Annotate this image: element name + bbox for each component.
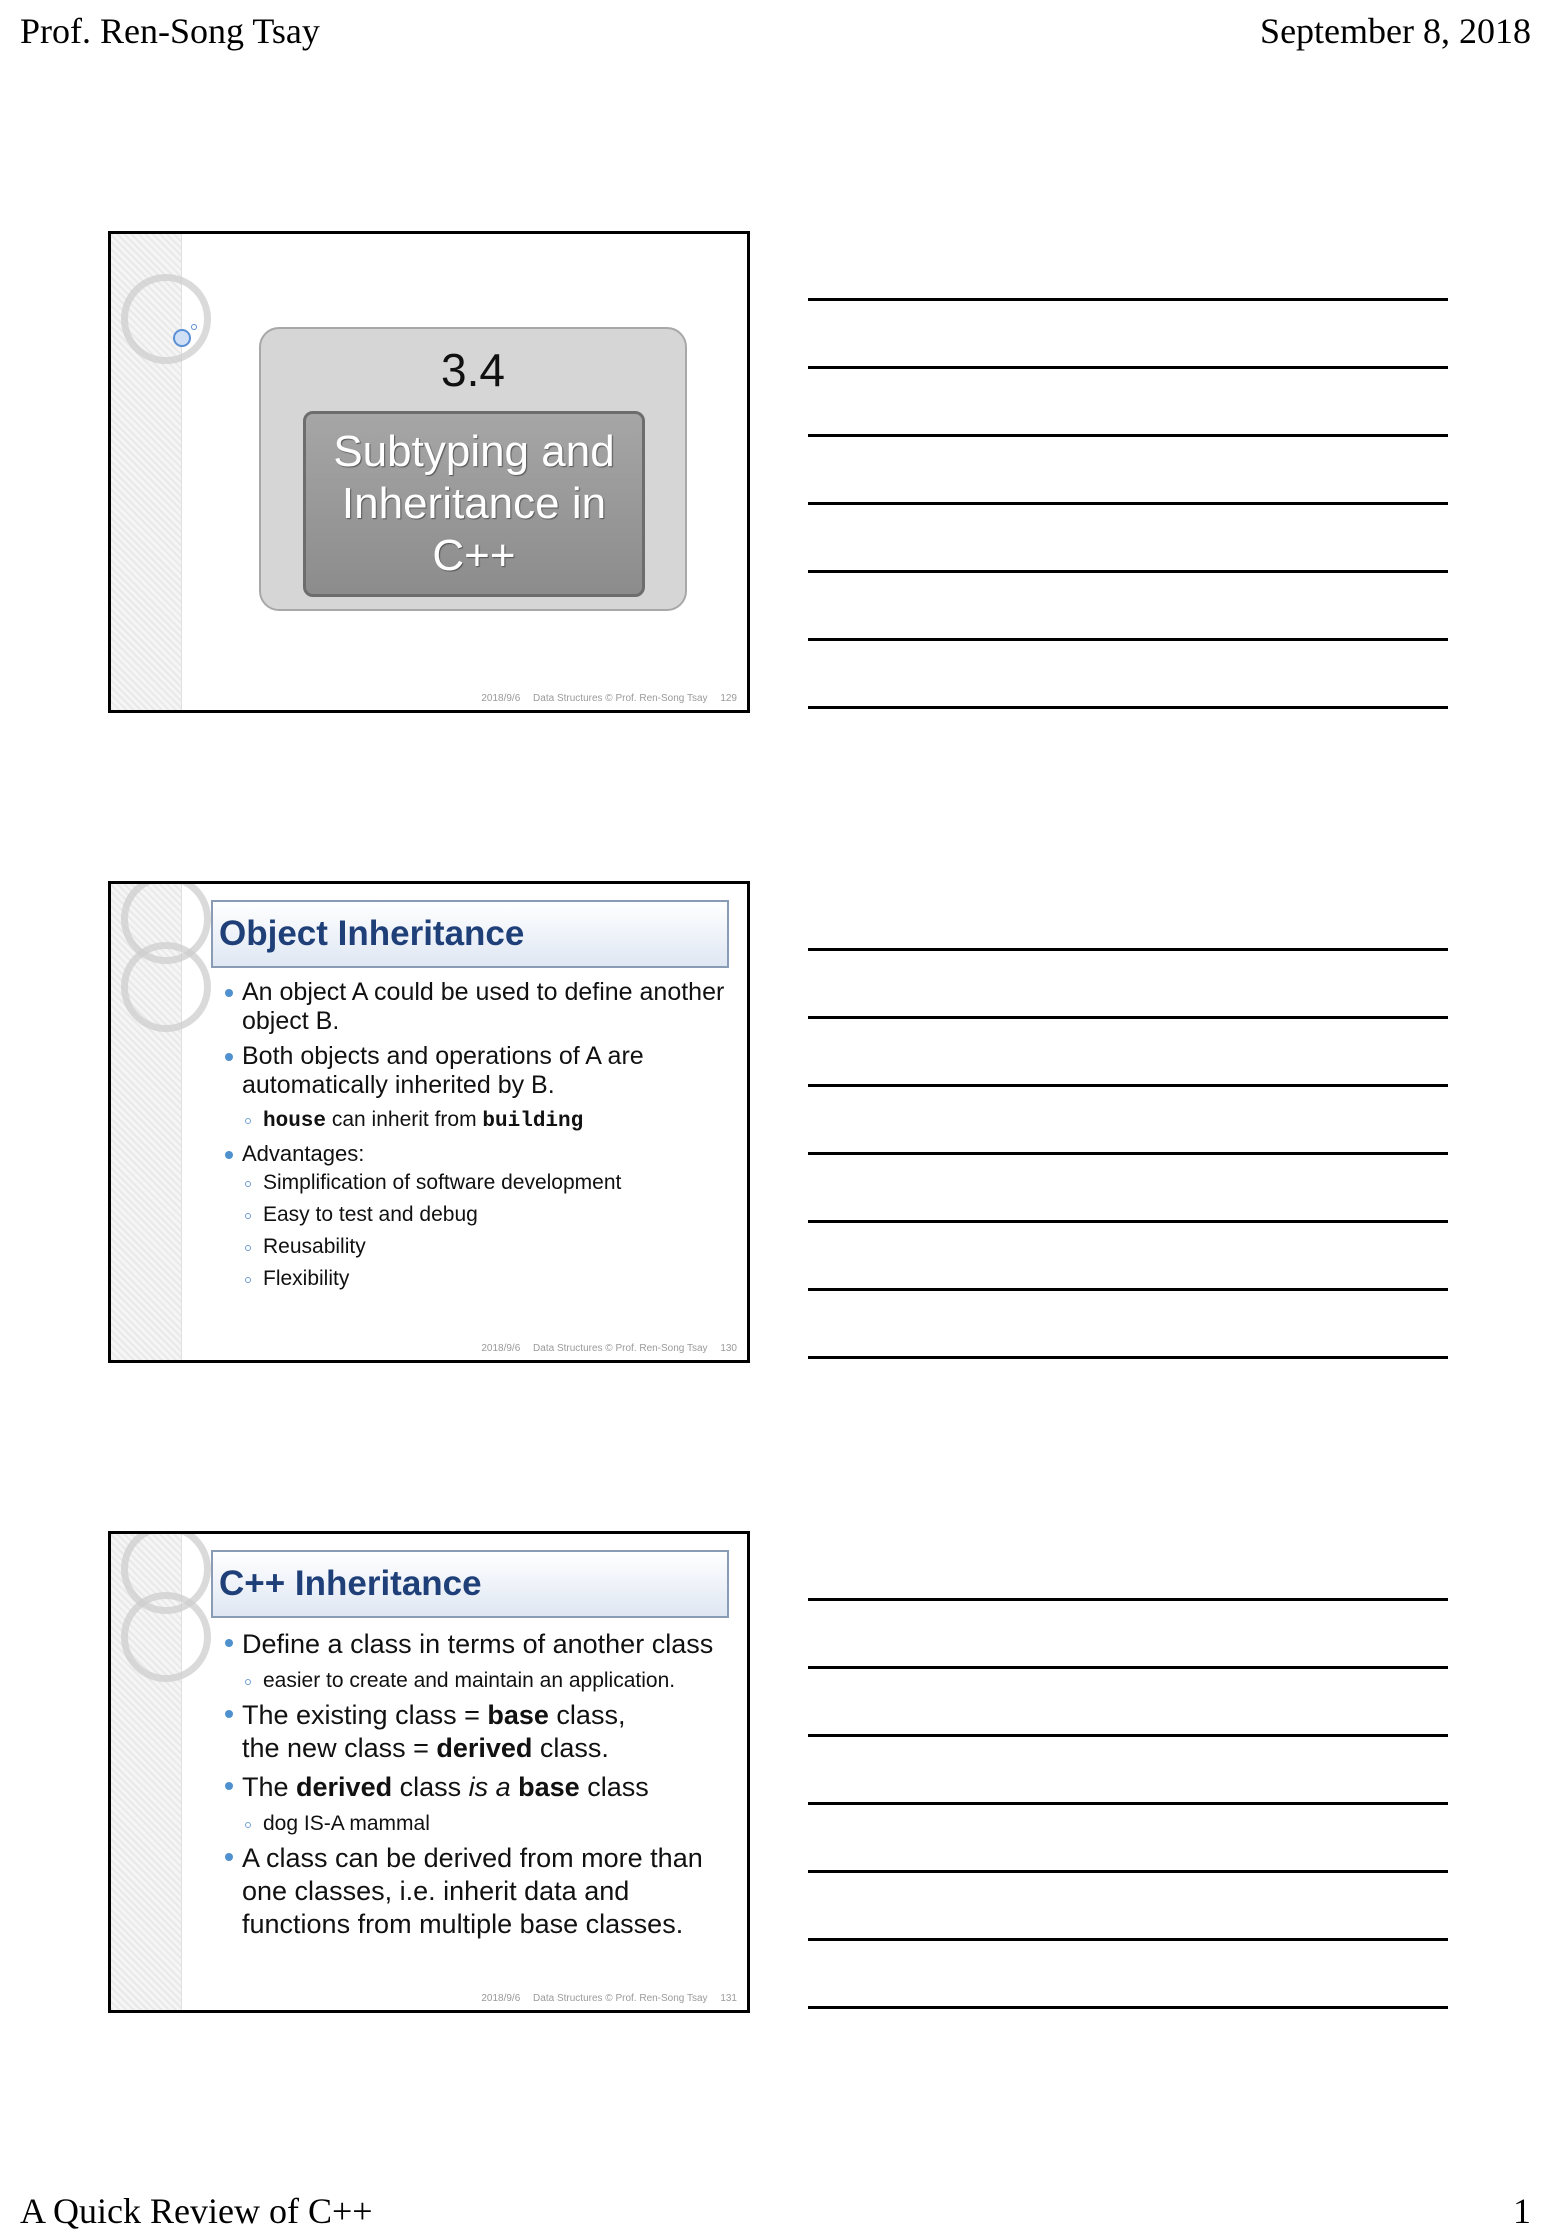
bold-text: base [487, 1700, 549, 1730]
slide-number: 130 [720, 1343, 737, 1354]
slide-thumbnail-129 [108, 231, 750, 713]
circle-decor-icon [173, 329, 191, 347]
slide-footer-credit: Data Structures © Prof. Ren-Song Tsay [533, 693, 708, 704]
note-line [808, 366, 1448, 369]
sub-bullet-item [223, 1106, 733, 1136]
note-line [808, 1084, 1448, 1087]
note-line [808, 1938, 1448, 1941]
small-circle-decor-icon [191, 324, 197, 330]
slide-title-box [211, 900, 729, 968]
text: The [242, 1772, 297, 1802]
sub-bullet-item: dog IS-A mammal [223, 1810, 733, 1838]
section-title-box [259, 327, 687, 611]
note-line [808, 638, 1448, 641]
bullet-item: Define a class in terms of another class [223, 1628, 733, 1661]
sub-bullet-item: Reusability [223, 1233, 733, 1261]
note-line [808, 706, 1448, 709]
slide-title: C++ Inheritance [219, 1564, 482, 1603]
slide-thumbnail-131 [108, 1531, 750, 2013]
note-line [808, 2006, 1448, 2009]
bold-text: derived [296, 1772, 393, 1802]
sub-bullet-item: Flexibility [223, 1265, 733, 1293]
header-date: September 8, 2018 [1260, 11, 1531, 51]
note-line [808, 1734, 1448, 1737]
note-line [808, 1356, 1448, 1359]
section-title-line: Subtyping and [333, 427, 615, 476]
note-line [808, 298, 1448, 301]
slide-footer [471, 1993, 737, 2004]
bullet-item [223, 1699, 733, 1765]
slide-footer [471, 1343, 737, 1354]
section-number: 3.4 [441, 344, 505, 396]
slide-footer [471, 693, 737, 704]
slide-footer-date: 2018/9/6 [481, 1343, 521, 1354]
slide-number: 131 [720, 1993, 737, 2004]
sub-bullet-item: Simplification of software development [223, 1169, 733, 1197]
text: The existing class = [242, 1700, 488, 1730]
bullet-item: An object A could be used to define another object B. [223, 978, 733, 1036]
note-line [808, 502, 1448, 505]
bullet-item [223, 1771, 733, 1804]
slide-number: 129 [720, 693, 737, 704]
slide-footer-credit: Data Structures © Prof. Ren-Song Tsay [533, 1993, 708, 2004]
bullet-item: Both objects and operations of A are automatically inherited by B. [223, 1042, 733, 1100]
slide-decor-stripe [111, 1534, 182, 2010]
text: class [579, 1772, 649, 1802]
slide-thumbnail-130 [108, 881, 750, 1363]
note-line [808, 948, 1448, 951]
slide-title-box [211, 1550, 729, 1618]
section-title [333, 426, 614, 582]
slide-title: Object Inheritance [219, 914, 525, 953]
note-line [808, 1598, 1448, 1601]
sub-bullet-text: can inherit from [326, 1108, 483, 1131]
section-title-inner [303, 411, 645, 597]
note-line [808, 1666, 1448, 1669]
bullet-item: Advantages: [223, 1140, 733, 1167]
bold-text: base [518, 1772, 580, 1802]
note-line [808, 1870, 1448, 1873]
italic-text: is a [468, 1772, 511, 1802]
text: the new class = [242, 1733, 437, 1763]
footer-course-title: A Quick Review of C++ [20, 2191, 373, 2231]
bullet-item: A class can be derived from more than one classes, i.e. inherit data and functions from multiple base classes. [223, 1842, 733, 1941]
header-author: Prof. Ren-Song Tsay [20, 11, 320, 51]
note-line [808, 570, 1448, 573]
footer-page-number: 1 [1513, 2191, 1531, 2231]
code-house: house [263, 1110, 327, 1133]
text: class, [548, 1700, 626, 1730]
slide-bullets [223, 978, 733, 1297]
bold-text: derived [436, 1733, 533, 1763]
code-building: building [482, 1110, 584, 1133]
section-title-line: C++ [432, 531, 516, 580]
slide-footer-date: 2018/9/6 [481, 693, 521, 704]
slide-bullets [223, 1628, 733, 1947]
note-line [808, 1288, 1448, 1291]
note-line [808, 434, 1448, 437]
section-title-line: Inheritance in [341, 479, 607, 528]
note-line [808, 1220, 1448, 1223]
note-line [808, 1152, 1448, 1155]
text: class. [532, 1733, 609, 1763]
slide-decor-stripe [111, 884, 182, 1360]
note-line [808, 1016, 1448, 1019]
note-line [808, 1802, 1448, 1805]
slide-footer-credit: Data Structures © Prof. Ren-Song Tsay [533, 1343, 708, 1354]
slide-decor-stripe [111, 234, 182, 710]
decor-ring [121, 942, 211, 1032]
sub-bullet-item: easier to create and maintain an application. [223, 1667, 733, 1695]
text: class [392, 1772, 469, 1802]
slide-footer-date: 2018/9/6 [481, 1993, 521, 2004]
sub-bullet-item: Easy to test and debug [223, 1201, 733, 1229]
decor-ring [121, 1592, 211, 1682]
decor-ring [121, 274, 211, 364]
